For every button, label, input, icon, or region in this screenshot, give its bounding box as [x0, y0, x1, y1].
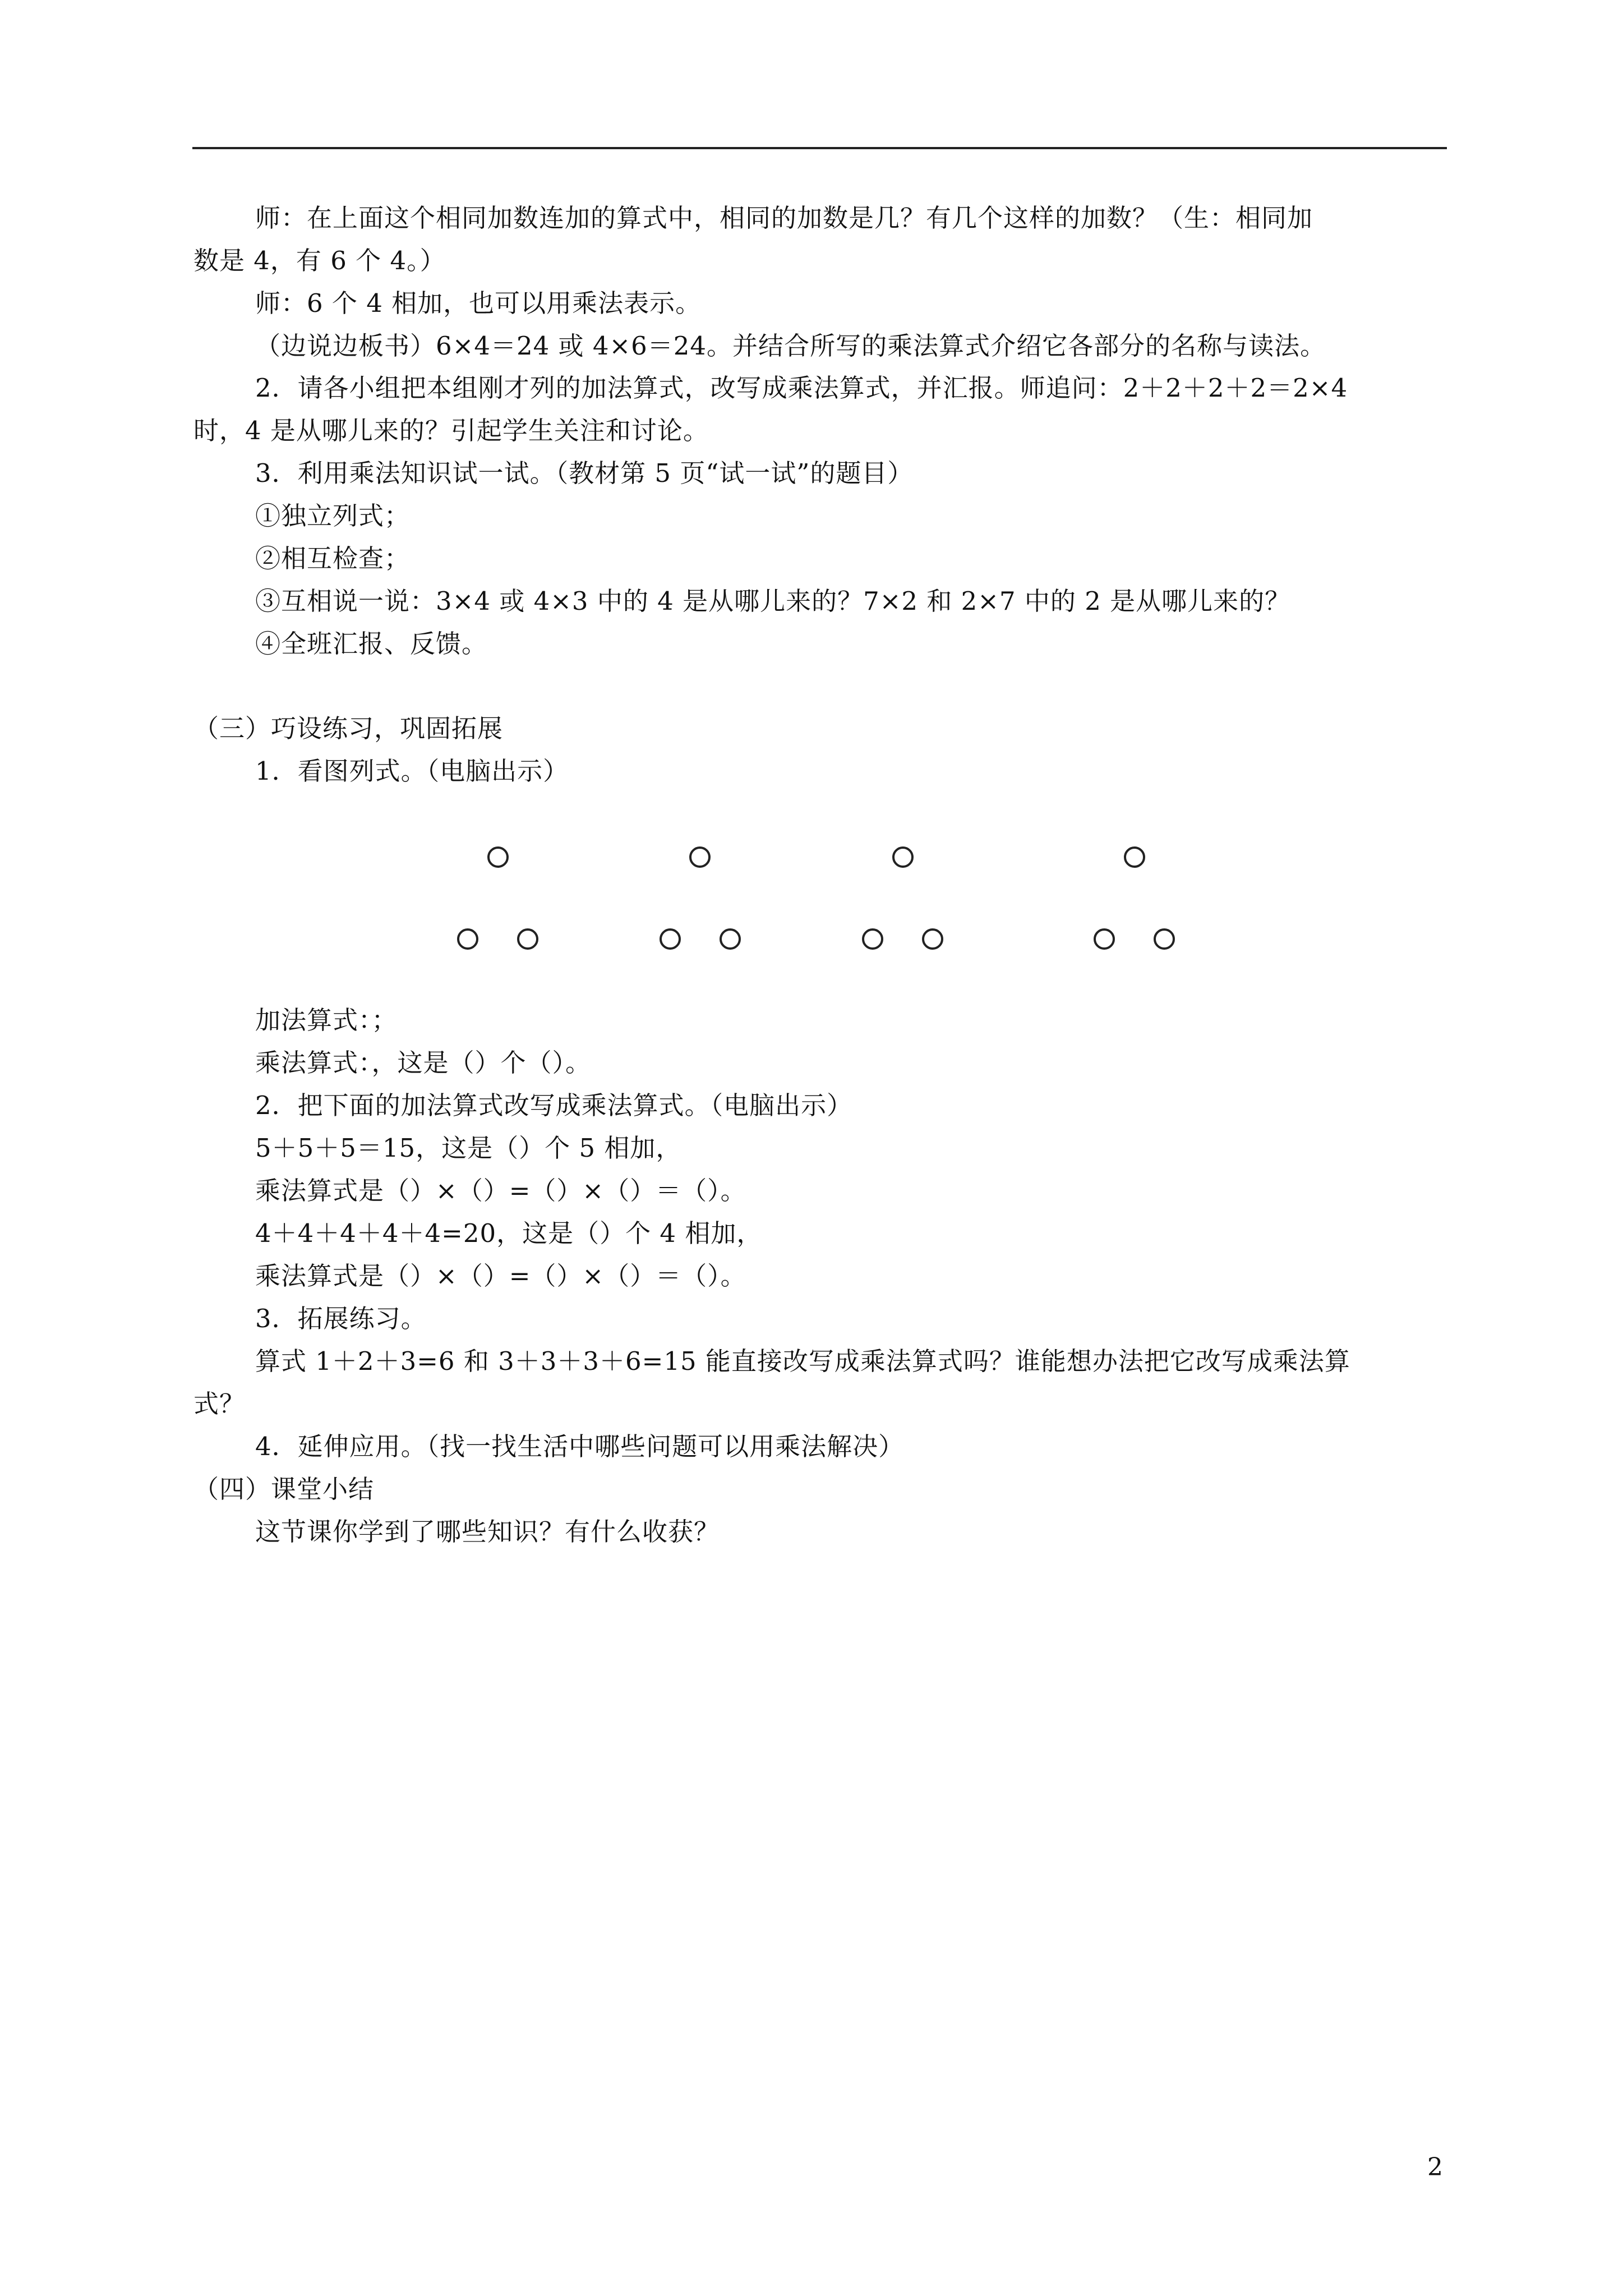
text-line: 式？	[193, 1389, 246, 1419]
circle-mark	[862, 928, 883, 950]
text-line: 这节课你学到了哪些知识？有什么收获？	[255, 1517, 720, 1547]
circle-mark	[689, 846, 711, 868]
text-line: 乘法算式是（）×（）=（）×（）＝（）。	[255, 1261, 746, 1291]
text-line: 时，4 是从哪儿来的？引起学生关注和讨论。	[193, 416, 709, 445]
header-rule	[192, 147, 1447, 149]
text-line: 5＋5＋5＝15，这是（）个 5 相加，	[255, 1133, 682, 1163]
page-number: 2	[1427, 2153, 1443, 2182]
circle-mark	[922, 928, 943, 950]
text-line: 师：6 个 4 相加，也可以用乘法表示。	[255, 288, 702, 318]
circle-mark	[1154, 928, 1175, 950]
text-line: ①独立列式；	[255, 501, 411, 531]
circle-mark	[1124, 846, 1145, 868]
text-line: 3．拓展练习。	[255, 1304, 427, 1333]
text-line: ③互相说一说：3×4 或 4×3 中的 4 是从哪儿来的？7×2 和 2×7 中的 2 是从哪儿来的？	[255, 586, 1291, 616]
circle-mark	[487, 846, 509, 868]
text-line: ④全班汇报、反馈。	[255, 629, 488, 659]
circle-mark	[517, 928, 538, 950]
text-line: 乘法算式是（）×（）=（）×（）＝（）。	[255, 1176, 746, 1205]
text-line: ②相互检查；	[255, 544, 411, 573]
text-line: 4＋4＋4＋4＋4=20，这是（）个 4 相加，	[255, 1218, 763, 1248]
text-line: （边说边板书）6×4＝24 或 4×6＝24。并结合所写的乘法算式介绍它各部分的名称与读法。	[255, 331, 1326, 361]
text-line: 4．延伸应用。（找一找生活中哪些问题可以用乘法解决）	[255, 1432, 905, 1461]
text-line: 3．利用乘法知识试一试。（教材第 5 页“试一试”的题目）	[255, 458, 914, 488]
circle-mark	[660, 928, 681, 950]
text-line: 乘法算式：，这是（）个（）。	[255, 1048, 592, 1078]
text-line: 算式 1＋2＋3=6 和 3＋3＋3＋6=15 能直接改写成乘法算式吗？谁能想办法把它改写成乘法算	[255, 1346, 1350, 1376]
circle-mark	[720, 928, 741, 950]
section-heading: （三）巧设练习，巩固拓展	[193, 714, 504, 743]
text-line: 加法算式：；	[255, 1005, 398, 1035]
text-line: 2．把下面的加法算式改写成乘法算式。（电脑出示）	[255, 1091, 853, 1120]
text-line: 2．请各小组把本组刚才列的加法算式，改写成乘法算式，并汇报。师追问：2＋2＋2＋2＝2×4	[255, 373, 1348, 403]
circle-mark	[892, 846, 914, 868]
text-line: 数是 4，有 6 个 4。）	[193, 246, 446, 275]
text-line: 师：在上面这个相同加数连加的算式中，相同的加数是几？有几个这样的加数？（生：相同加	[255, 203, 1313, 233]
circle-mark	[1094, 928, 1115, 950]
circle-mark	[457, 928, 478, 950]
section-heading: （四）课堂小结	[193, 1474, 375, 1504]
text-line: 1．看图列式。（电脑出示）	[255, 756, 569, 786]
